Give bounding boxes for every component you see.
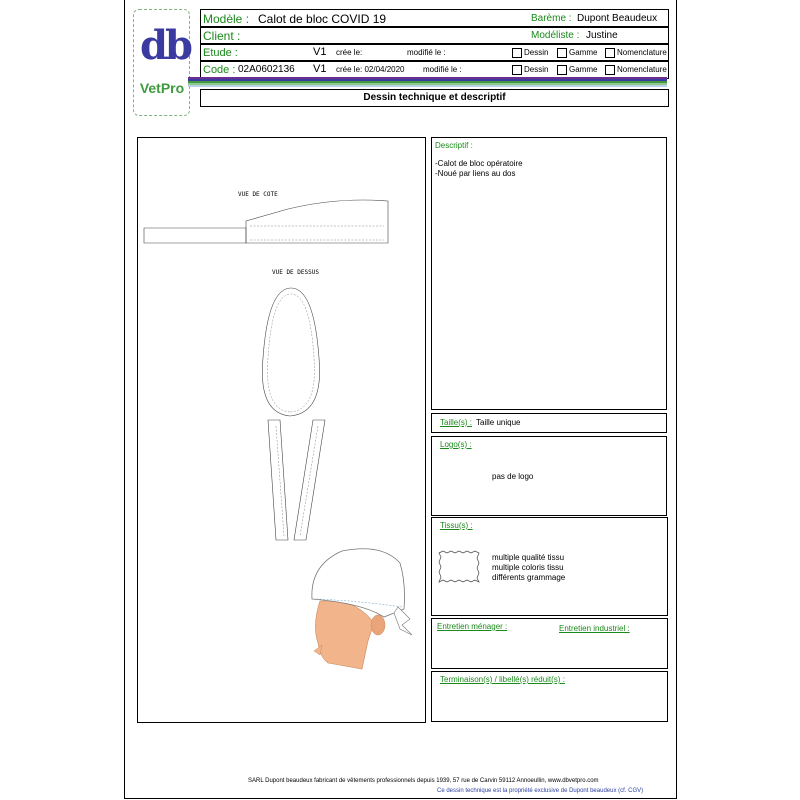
checkbox-icon	[605, 48, 615, 58]
descriptif-panel	[431, 137, 667, 410]
taille-title: Taille(s) :	[440, 418, 473, 427]
etude-version: V1	[313, 46, 327, 58]
entretien-panel	[431, 618, 668, 669]
bareme-label: Barème :	[531, 13, 572, 24]
etude-checkbox-dessin[interactable]	[512, 48, 548, 58]
checkbox-label: Dessin	[524, 48, 549, 58]
code-created: crée le: 02/04/2020	[336, 65, 405, 74]
checkbox-label: Gamme	[569, 48, 598, 58]
code-value: 02A0602136	[238, 64, 295, 75]
code-checkbox-dessin[interactable]	[512, 65, 548, 75]
entretien-menager-title: Entretien ménager :	[437, 622, 508, 631]
tissu-line: multiple coloris tissu	[492, 563, 564, 572]
logos-value: pas de logo	[492, 472, 534, 481]
code-label: Code :	[203, 64, 236, 76]
technical-drawing-panel	[137, 137, 426, 723]
tissu-panel	[431, 517, 668, 616]
company-logo	[133, 9, 190, 116]
code-checkbox-gamme[interactable]	[557, 65, 597, 75]
section-title-bar	[200, 89, 669, 107]
model-value: Calot de bloc COVID 19	[258, 12, 387, 26]
checkbox-label: Dessin	[524, 65, 549, 75]
etude-created: crée le:	[336, 48, 363, 57]
bareme-value: Dupont Beaudeux	[577, 13, 658, 24]
code-version: V1	[313, 63, 327, 75]
terminaisons-title: Terminaison(s) / libellé(s) réduit(s) :	[440, 675, 565, 684]
taille-value: Taille unique	[476, 418, 521, 427]
descriptif-line: -Noué par liens au dos	[435, 169, 516, 178]
client-label: Client :	[203, 29, 241, 43]
model-label: Modèle :	[203, 12, 250, 26]
checkbox-icon	[605, 65, 615, 75]
logo-letters: db	[140, 22, 190, 69]
color-stripe	[188, 77, 667, 87]
tissu-line: multiple qualité tissu	[492, 553, 565, 562]
modeliste-label: Modéliste :	[531, 30, 580, 41]
code-checkbox-nomenclature[interactable]	[605, 65, 667, 75]
fabric-swatch-icon	[436, 550, 482, 584]
entretien-industriel-title: Entretien industriel :	[559, 624, 630, 633]
top-view-drawing	[138, 278, 425, 548]
code-modified: modifié le :	[423, 65, 462, 74]
descriptif-line: -Calot de bloc opératoire	[435, 159, 523, 168]
checkbox-label: Gamme	[569, 65, 598, 75]
etude-label: Etude :	[203, 47, 238, 59]
logos-title: Logo(s) :	[440, 440, 472, 449]
descriptif-title: Descriptif :	[435, 141, 473, 150]
checkbox-icon	[557, 48, 567, 58]
taille-panel	[431, 413, 667, 433]
etude-checkbox-nomenclature[interactable]	[605, 48, 667, 58]
head-illustration	[302, 543, 422, 673]
tissu-title: Tissu(s) :	[440, 521, 473, 530]
checkbox-label: Nomenclature	[617, 65, 667, 75]
etude-checkbox-gamme[interactable]	[557, 48, 597, 58]
logos-panel	[431, 436, 667, 516]
checkbox-label: Nomenclature	[617, 48, 667, 58]
modeliste-value: Justine	[586, 30, 618, 41]
terminaisons-panel	[431, 671, 668, 722]
checkbox-icon	[512, 48, 522, 58]
footer-copyright: Ce dessin technique est la propriété exclusive de Dupont beaudeux (cf. CGV)	[437, 788, 644, 794]
side-view-drawing	[138, 193, 425, 253]
section-title: Dessin technique et descriptif	[363, 92, 506, 103]
side-view-label: VUE DE COTE	[238, 191, 278, 198]
checkbox-icon	[557, 65, 567, 75]
tissu-line: différents grammage	[492, 573, 566, 582]
checkbox-icon	[512, 65, 522, 75]
etude-modified: modifié le :	[407, 48, 446, 57]
top-view-label: VUE DE DESSUS	[272, 269, 319, 276]
logo-brand: VetPro	[139, 80, 185, 96]
footer-company-info: SARL Dupont beaudeux fabricant de vêtements professionnels depuis 1939, 57 rue de Carvin 59112 Annoeullin, www.dbvetpro.com	[248, 778, 599, 784]
